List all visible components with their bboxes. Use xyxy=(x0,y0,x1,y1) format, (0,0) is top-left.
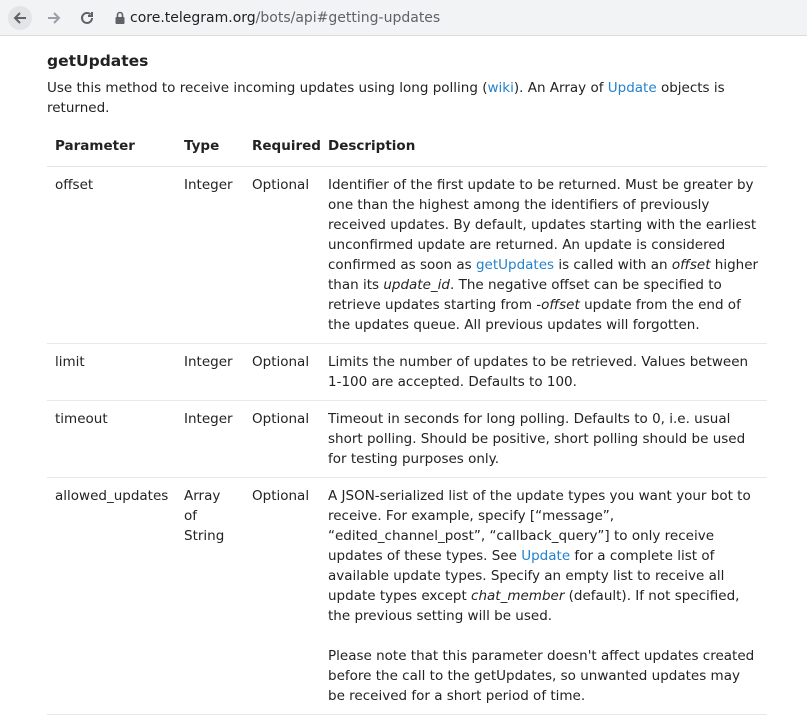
arrow-left-icon xyxy=(12,10,28,26)
intro-text: Use this method to receive incoming updates using long polling ( xyxy=(47,80,488,96)
header-type: Type xyxy=(176,128,244,167)
description-note: Please note that this parameter doesn't affect updates created before the call to the getUpdates, so unwanted updates may be received for a short period of time. xyxy=(328,648,755,704)
table-row xyxy=(47,167,767,344)
header-description: Description xyxy=(320,128,767,167)
url-host: core.telegram.org xyxy=(130,10,256,26)
wiki-link[interactable]: wiki xyxy=(487,80,514,96)
url-path: /bots/api#getting-updates xyxy=(255,10,441,26)
description-text: is called with an xyxy=(554,257,672,273)
forward-button[interactable] xyxy=(42,6,66,30)
address-bar[interactable] xyxy=(130,9,440,27)
param-required: Optional xyxy=(244,167,320,344)
description-text: (default). If not specified, the previous setting will be used. xyxy=(328,588,740,624)
description-text: . The negative offset can be specified to retrieve updates starting from xyxy=(328,277,722,313)
header-required: Required xyxy=(244,128,320,167)
param-description: Timeout in seconds for long polling. Defaults to 0, i.e. usual short polling. Should be positive, short polling should be used for testing purposes only. xyxy=(320,401,767,478)
description-emphasis: -offset xyxy=(536,297,580,313)
getupdates-link[interactable]: getUpdates xyxy=(475,257,555,273)
method-intro xyxy=(47,78,767,118)
intro-text: ). An Array of xyxy=(513,80,608,96)
param-required: Optional xyxy=(244,478,320,715)
reload-button[interactable] xyxy=(75,6,99,30)
description-emphasis: offset xyxy=(671,257,711,273)
description-text: update from the end of the updates queue. All previous updates will forgotten. xyxy=(328,297,741,333)
table-row xyxy=(47,401,767,478)
header-parameter: Parameter xyxy=(47,128,176,167)
description-text: A JSON-serialized list of the update types you want your bot to receive. For example, specify [“message”, “edited_channel_post”, “callback_query”] to only receive updates of these types. See xyxy=(328,488,751,564)
reload-icon xyxy=(79,10,95,26)
intro-text: objects is returned. xyxy=(47,80,725,116)
description-text: for a complete list of available update types. Specify an empty list to receive all update types except xyxy=(328,548,725,604)
description-text: higher than its xyxy=(328,257,759,293)
param-required: Optional xyxy=(244,401,320,478)
param-name: allowed_updates xyxy=(47,478,176,715)
arrow-right-icon xyxy=(46,10,62,26)
doc-section xyxy=(47,50,767,715)
param-required: Optional xyxy=(244,344,320,401)
update-link[interactable]: Update xyxy=(607,80,657,96)
back-button[interactable] xyxy=(8,6,32,30)
lock-icon[interactable] xyxy=(112,10,128,26)
param-description xyxy=(320,167,767,344)
description-emphasis: update_id xyxy=(383,277,450,293)
method-title: getUpdates xyxy=(47,52,149,70)
table-row xyxy=(47,478,767,715)
browser-toolbar xyxy=(0,0,807,36)
description-emphasis: chat_member xyxy=(471,588,565,604)
table-row xyxy=(47,344,767,401)
param-name: limit xyxy=(47,344,176,401)
description-text: Identifier of the first update to be returned. Must be greater by one than the highest among the identifiers of previously received updates. By default, updates starting with the earliest unconfirmed update are returned. An update is considered confirmed as soon as xyxy=(328,177,757,273)
param-description xyxy=(320,478,767,715)
param-type: Integer xyxy=(176,167,244,344)
param-name: offset xyxy=(47,167,176,344)
param-name: timeout xyxy=(47,401,176,478)
param-type: Integer xyxy=(176,344,244,401)
param-type: Integer xyxy=(176,401,244,478)
parameters-table xyxy=(47,128,767,715)
param-type: Array of String xyxy=(176,478,244,715)
update-type-link[interactable]: Update xyxy=(521,548,571,564)
param-description: Limits the number of updates to be retrieved. Values between 1-100 are accepted. Defaults to 100. xyxy=(320,344,767,401)
table-header-row xyxy=(47,128,767,167)
